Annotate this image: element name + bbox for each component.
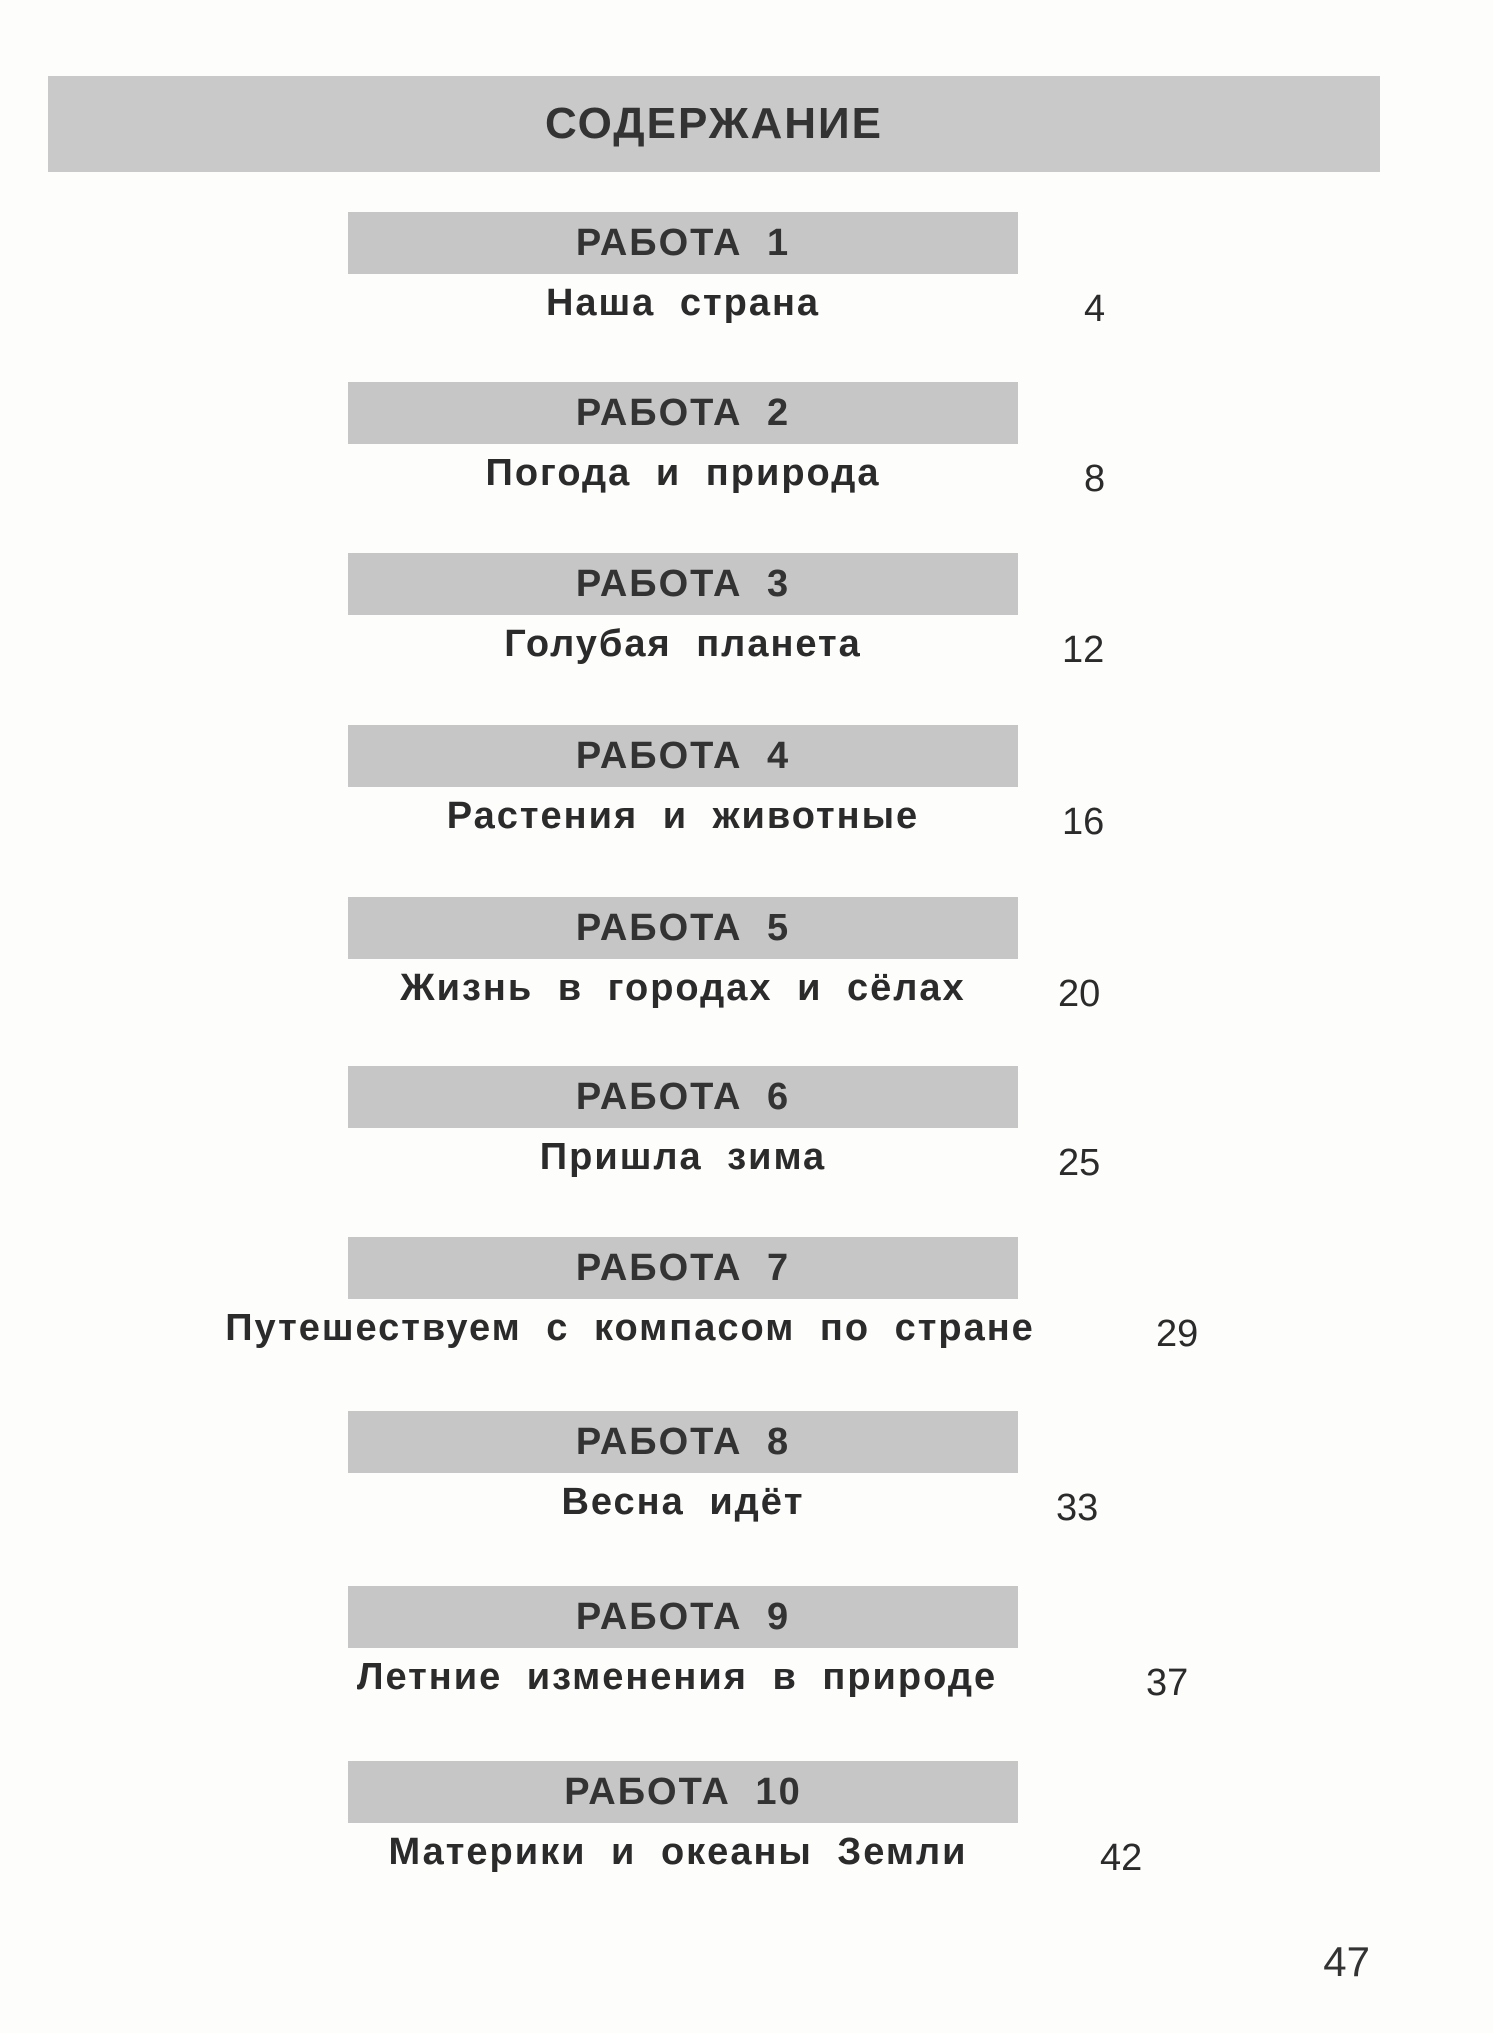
topic-title: Наша страна xyxy=(545,282,821,324)
topic-title: Путешествуем с компасом по стране xyxy=(225,1307,1035,1349)
toc-entry-4[interactable] xyxy=(0,795,1493,851)
toc-entry-3[interactable] xyxy=(0,623,1493,679)
topic-title: Пришла зима xyxy=(539,1136,827,1178)
topic-page-number: 20 xyxy=(1058,973,1101,1015)
toc-entry-10[interactable] xyxy=(0,1831,1493,1887)
topic-title: Весна идёт xyxy=(561,1481,805,1523)
toc-entry-8[interactable] xyxy=(0,1481,1493,1537)
toc-entry-5[interactable] xyxy=(0,967,1493,1023)
contents-title: СОДЕРЖАНИЕ xyxy=(544,99,884,148)
work-banner-8 xyxy=(348,1411,1018,1473)
work-banner-2 xyxy=(348,382,1018,444)
topic-page-number: 12 xyxy=(1062,629,1105,671)
toc-entry-1[interactable] xyxy=(0,282,1493,338)
toc-entry-9[interactable] xyxy=(0,1656,1493,1712)
work-label: РАБОТА 3 xyxy=(575,562,791,605)
topic-title: Погода и природа xyxy=(485,452,881,494)
work-label: РАБОТА 1 xyxy=(575,221,791,264)
work-label: РАБОТА 7 xyxy=(575,1246,791,1289)
topic-title: Материки и океаны Земли xyxy=(388,1831,968,1873)
topic-page-number: 29 xyxy=(1156,1313,1199,1355)
work-banner-3 xyxy=(348,553,1018,615)
topic-page-number: 8 xyxy=(1084,458,1106,500)
topic-page-number: 16 xyxy=(1062,801,1105,843)
work-banner-7 xyxy=(348,1237,1018,1299)
topic-title: Растения и животные xyxy=(446,795,920,837)
work-label: РАБОТА 9 xyxy=(575,1595,791,1638)
toc-entry-2[interactable] xyxy=(0,452,1493,508)
work-label: РАБОТА 4 xyxy=(575,734,791,777)
toc-entry-6[interactable] xyxy=(0,1136,1493,1192)
topic-title: Голубая планета xyxy=(504,623,862,665)
page-number: 47 xyxy=(1323,1938,1370,1985)
work-banner-1 xyxy=(348,212,1018,274)
toc-entry-7[interactable] xyxy=(0,1307,1493,1363)
work-label: РАБОТА 8 xyxy=(575,1420,791,1463)
work-banner-10 xyxy=(348,1761,1018,1823)
work-banner-4 xyxy=(348,725,1018,787)
topic-title: Жизнь в городах и сёлах xyxy=(400,967,966,1009)
work-label: РАБОТА 10 xyxy=(564,1770,802,1813)
contents-header-banner xyxy=(48,76,1380,172)
topic-page-number: 42 xyxy=(1100,1837,1143,1879)
work-banner-9 xyxy=(348,1586,1018,1648)
work-banner-6 xyxy=(348,1066,1018,1128)
topic-page-number: 33 xyxy=(1056,1487,1099,1529)
topic-page-number: 4 xyxy=(1084,288,1106,330)
topic-title: Летние изменения в природе xyxy=(356,1656,998,1698)
work-label: РАБОТА 6 xyxy=(575,1075,791,1118)
work-banner-5 xyxy=(348,897,1018,959)
work-label: РАБОТА 2 xyxy=(575,391,791,434)
topic-page-number: 37 xyxy=(1146,1662,1189,1704)
work-label: РАБОТА 5 xyxy=(575,906,791,949)
topic-page-number: 25 xyxy=(1058,1142,1101,1184)
